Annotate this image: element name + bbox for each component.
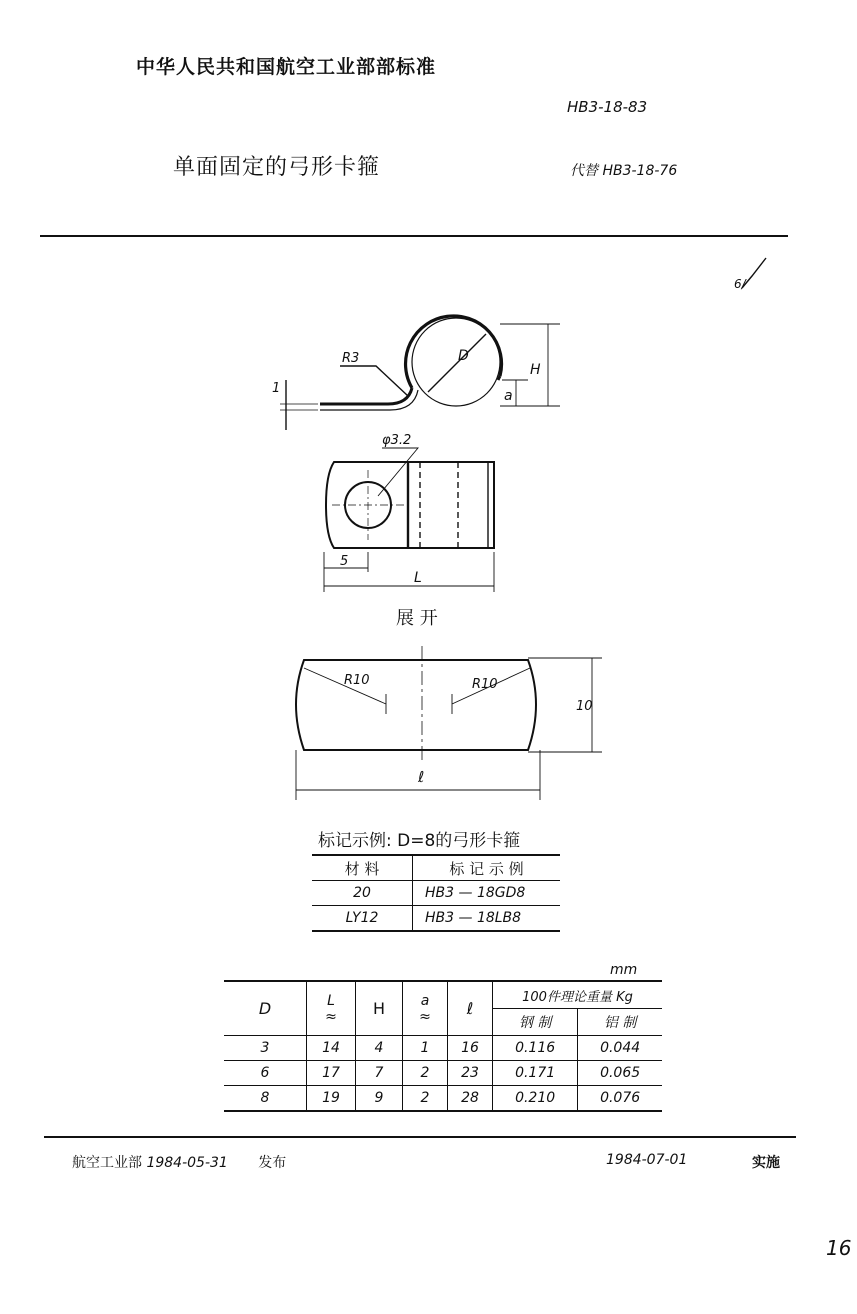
marking-material: 20 [312,881,413,906]
cell-alum: 0.065 [578,1061,662,1086]
cell-h: 4 [356,1036,403,1061]
cell-a: 1 [403,1036,448,1061]
standard-org: 中华人民共和国航空工业部部标准 [136,56,437,78]
effective-word: 实施 [752,1155,780,1171]
cell-d: 3 [224,1036,307,1061]
cell-ell: 28 [448,1086,493,1112]
issue-word: 发布 [258,1155,287,1171]
header-l-text: L [327,992,335,1009]
cell-ell: 16 [448,1036,493,1061]
header-d: D [224,981,307,1036]
cell-alum: 0.044 [578,1036,662,1061]
header-h: H [356,981,403,1036]
cell-h: 7 [356,1061,403,1086]
cell-steel: 0.210 [493,1086,578,1112]
issue-date: 1984-05-31 [146,1155,228,1171]
cell-d: 8 [224,1086,307,1112]
cell-l: 14 [307,1036,356,1061]
cell-a: 2 [403,1086,448,1112]
header-a [403,981,448,1036]
r10-left-label: R10 [344,673,370,688]
document-title: 单面固定的弓形卡箍 [173,155,381,180]
t-label: 1 [272,381,281,396]
marking-header-material: 材 料 [312,855,413,881]
marking-header-row [312,855,560,881]
footer-rule [44,1136,796,1138]
marking-example: HB3 — 18GD8 [413,881,561,906]
cell-steel: 0.116 [493,1036,578,1061]
d-label: D [458,348,469,364]
table-row [224,1086,662,1112]
header-alum: 铝 制 [578,1009,662,1036]
dim-l-label: L [414,570,422,586]
marking-example: HB3 — 18LB8 [425,910,522,926]
table-row [312,881,560,906]
footer-issue [72,1152,286,1172]
cell-d: 6 [224,1061,307,1086]
page-number: 16 [826,1236,852,1260]
cell-a: 2 [403,1061,448,1086]
cell-l: 17 [307,1061,356,1086]
cell-alum: 0.076 [600,1090,641,1106]
header-weight: 100件理论重量 Kg [493,981,663,1009]
r3-label: R3 [342,351,360,366]
dim-5-label: 5 [340,554,349,569]
unit-label: mm [610,962,638,978]
cell-h: 9 [356,1086,403,1112]
unfold-label: 展 开 [396,608,438,629]
marking-header-example: 标 记 示 例 [413,855,561,881]
marking-material: LY12 [312,906,413,932]
marking-caption: 标记示例: D=8的弓形卡箍 [318,831,521,851]
header-l [307,981,356,1036]
header-ell: ℓ [448,981,493,1036]
cell-steel: 0.171 [493,1061,578,1086]
dimensions-table [224,980,662,1112]
header-a-approx: ≈ [419,1008,431,1025]
dims-header-row [224,981,662,1009]
r10-right-label: R10 [472,677,498,692]
marking-table [312,854,560,932]
header-steel: 钢 制 [493,1009,578,1036]
table-row [224,1036,662,1061]
header-l-approx: ≈ [325,1008,337,1025]
a-label: a [504,388,513,404]
hole-label: φ3.2 [382,433,412,448]
table-row [312,906,560,932]
standard-number: HB3-18-83 [567,98,648,116]
effective-date: 1984-07-01 [606,1152,688,1168]
cell-ell: 23 [448,1061,493,1086]
dim-10-label: 10 [576,699,593,714]
dim-ell-label: ℓ [418,768,425,786]
cell-l: 19 [307,1086,356,1112]
roughness-value: 6/ [734,277,746,291]
header-a-text: a [420,992,430,1009]
replaces-standard: 代替 HB3-18-76 [570,163,678,179]
h-label: H [530,362,541,378]
table-row [224,1061,662,1086]
issuer: 航空工业部 [72,1155,142,1171]
